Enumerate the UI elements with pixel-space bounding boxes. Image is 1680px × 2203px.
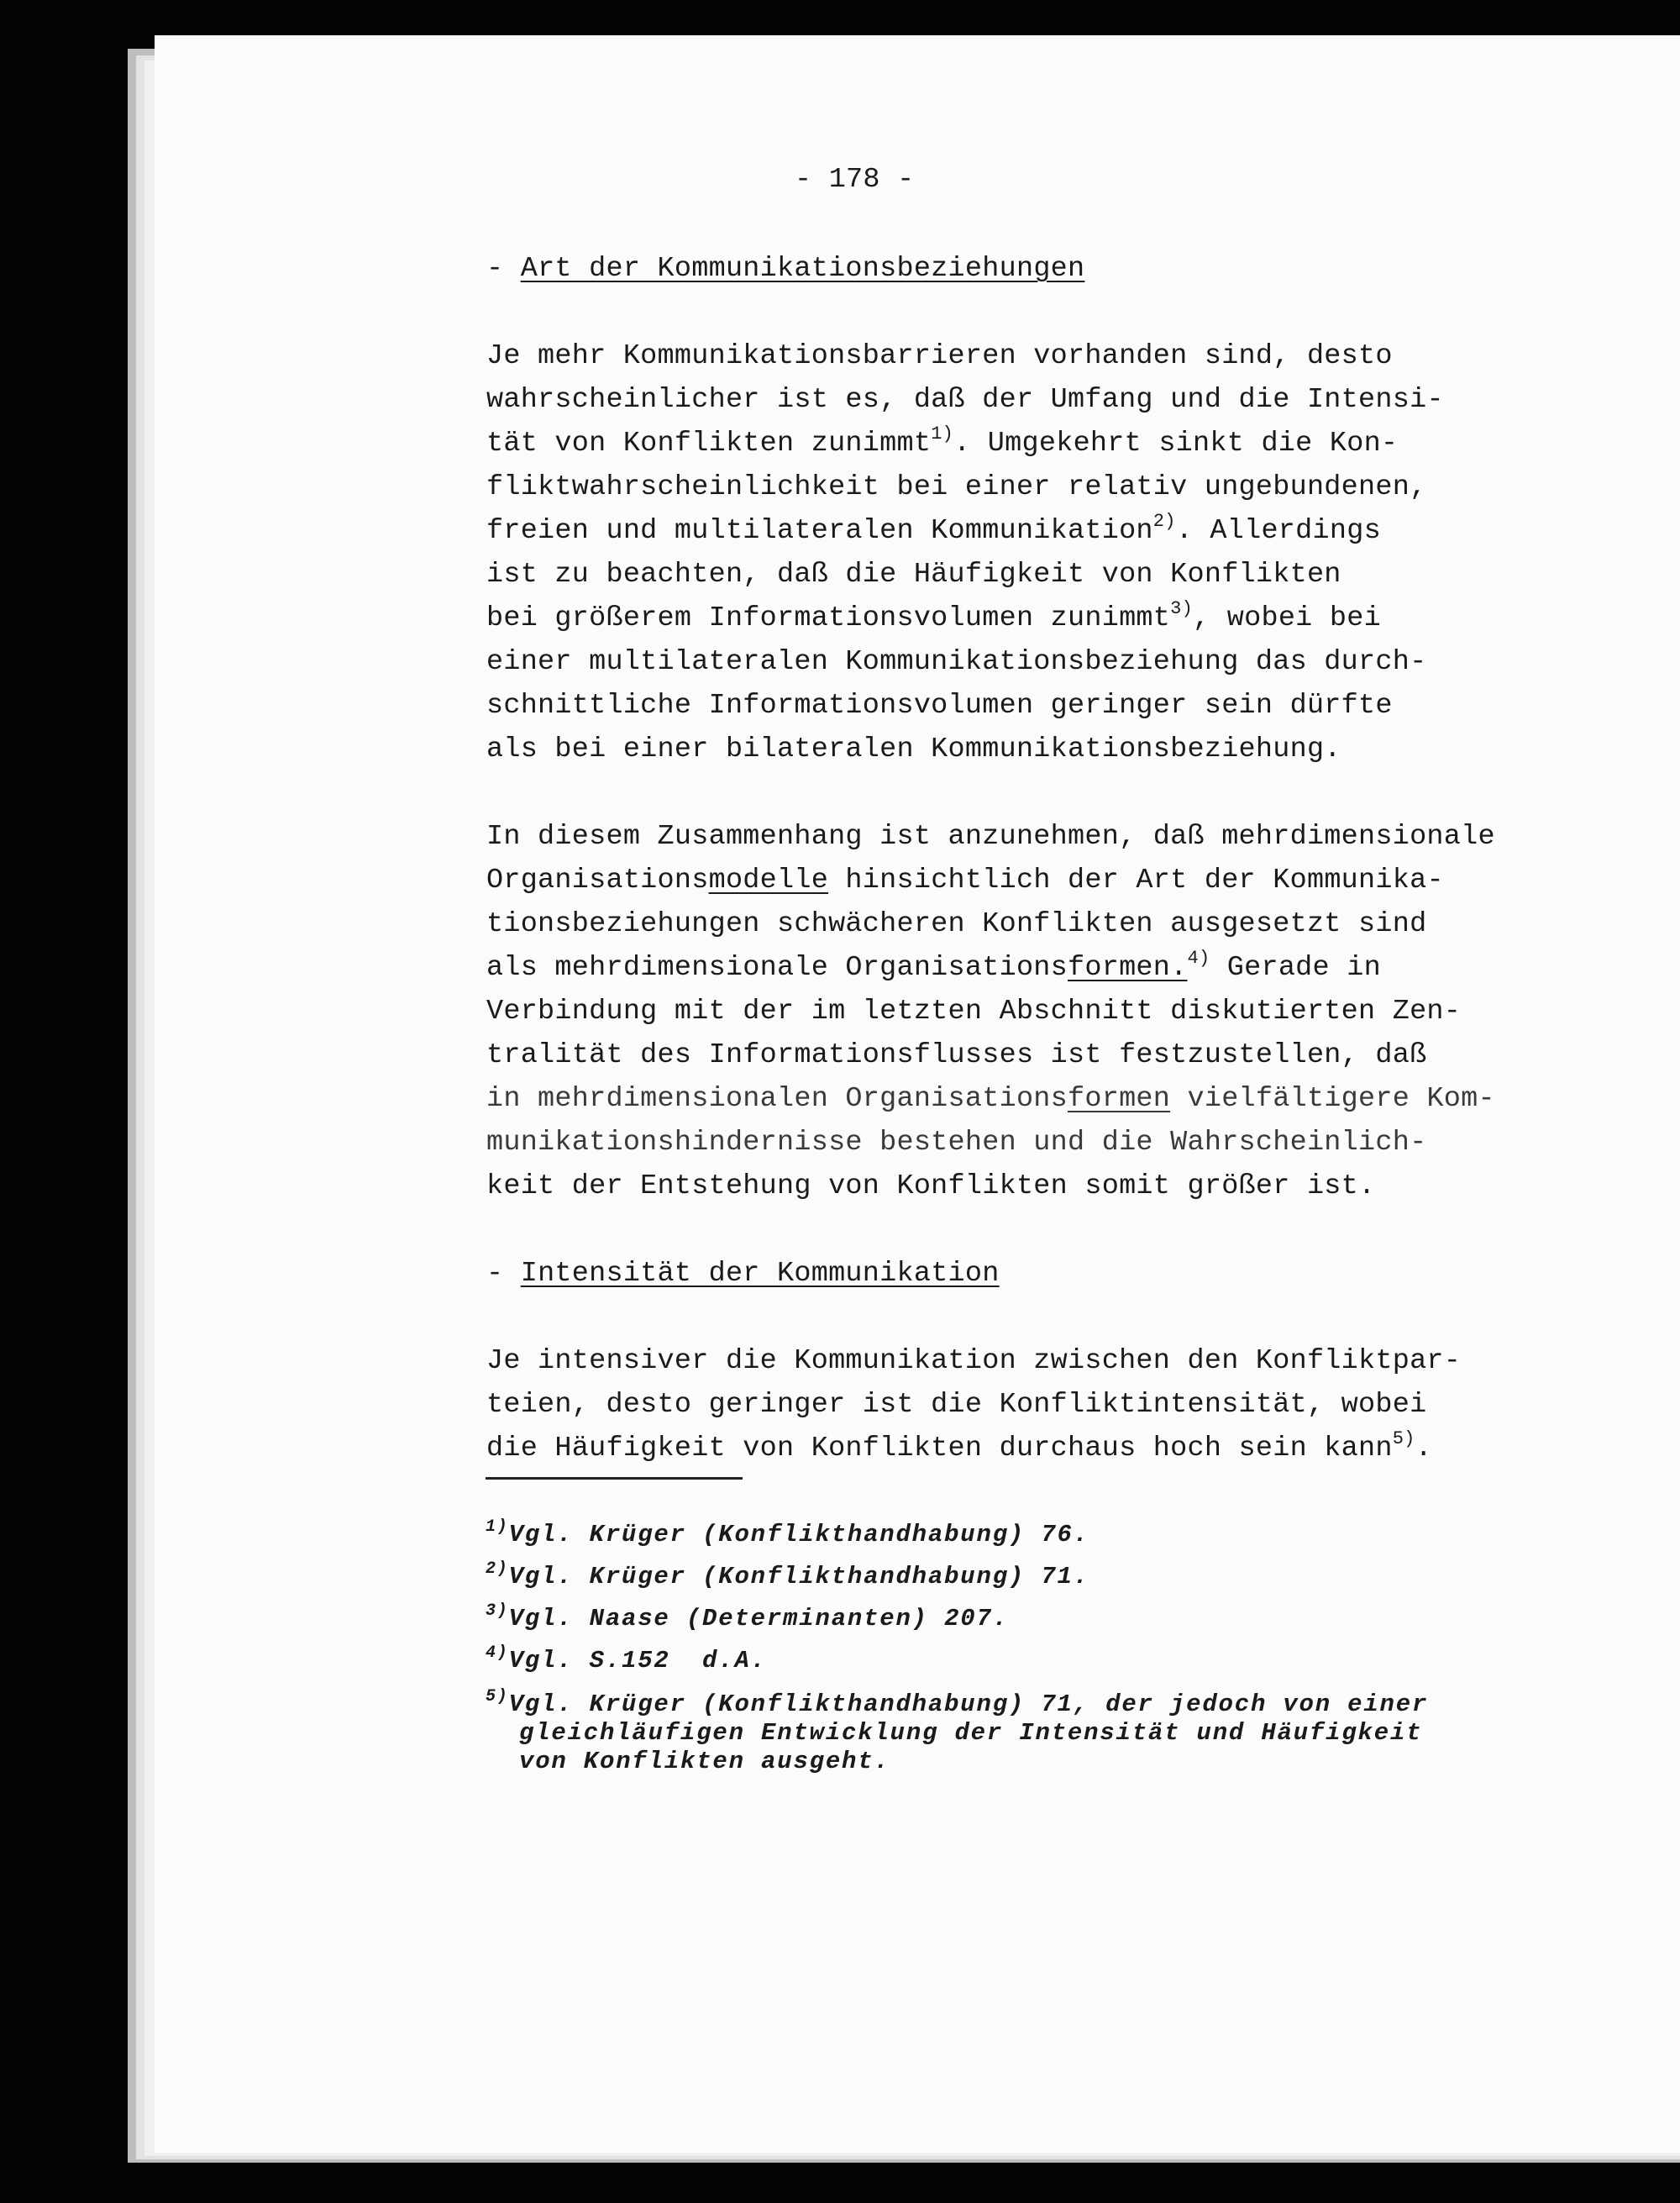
footnote: $^{4)}$Vgl. S.152 d.A. (486, 1643, 767, 1675)
text-line: ist zu beachten, daß die Häufigkeit von Konflikten (486, 559, 1341, 591)
text-line: Organisationsmodelle hinsichtlich der Art der Kommunika- (486, 865, 1444, 896)
heading-text: Intensität der Kommunikation (520, 1258, 1000, 1290)
text-line: munikationshindernisse bestehen und die Wahrscheinlich- (486, 1127, 1427, 1159)
footnote-continuation: von Konflikten ausgeht. (519, 1748, 890, 1775)
heading-dash: - (486, 1258, 521, 1290)
text-line: In diesem Zusammenhang ist anzunehmen, daß mehrdimensionale (486, 821, 1495, 853)
footnote-ref: 3) (1170, 598, 1194, 619)
text-line: schnittliche Informationsvolumen geringer sein dürfte (486, 690, 1393, 722)
page-number: - 178 - (795, 164, 915, 196)
text-line: in mehrdimensionalen Organisationsformen vielfältigere Kom- (486, 1083, 1495, 1115)
text-line: tät von Konflikten zunimmt$^{1)}$. Umgekehrt sinkt die Kon- (486, 423, 1399, 460)
footnote: $^{3)}$Vgl. Naase (Determinanten) 207. (486, 1601, 1009, 1633)
text-line: bei größerem Informationsvolumen zunimmt$^{3)}$, wobei bei (486, 598, 1381, 634)
footnote-mark: 2) (486, 1559, 509, 1579)
footnote-ref: 5) (1392, 1428, 1415, 1449)
heading-dash: - (486, 253, 521, 285)
document-page (155, 35, 1680, 2153)
text-line: einer multilateralen Kommunikationsbeziehung das durch- (486, 646, 1427, 678)
text-line: die Häufigkeit von Konflikten durchaus hoch sein kann$^{5)}$. (486, 1428, 1432, 1464)
text-line: Je mehr Kommunikationsbarrieren vorhanden sind, desto (486, 340, 1393, 372)
text-line: tionsbeziehungen schwächeren Konflikten ausgesetzt sind (486, 908, 1427, 940)
footnote: $^{5)}$Vgl. Krüger (Konflikthandhabung) 71, der jedoch von einer (486, 1687, 1429, 1718)
text-line: fliktwahrscheinlichkeit bei einer relativ ungebundenen, (486, 471, 1427, 503)
footnote: $^{1)}$Vgl. Krüger (Konflikthandhabung) 76. (486, 1517, 1089, 1548)
text-line: wahrscheinlicher ist es, daß der Umfang und die Intensi- (486, 384, 1444, 416)
text-line: Je intensiver die Kommunikation zwischen den Konfliktpar- (486, 1345, 1462, 1377)
footnote-ref: 1) (931, 423, 954, 444)
footnote: $^{2)}$Vgl. Krüger (Konflikthandhabung) 71. (486, 1559, 1089, 1590)
underlined-word: modelle (708, 865, 829, 896)
footnote-ref: 4) (1187, 948, 1210, 969)
underlined-word: formen. (1068, 952, 1188, 984)
footnote-mark: 1) (486, 1517, 509, 1537)
footnote-continuation: gleichläufigen Entwicklung der Intensität und Häufigkeit (519, 1719, 1423, 1747)
section-heading (486, 1257, 1000, 1291)
footnote-ref: 2) (1152, 511, 1176, 532)
heading-text: Art der Kommunikationsbeziehungen (520, 253, 1085, 285)
footnote-mark: 3) (486, 1601, 509, 1621)
underlined-word: formen (1068, 1083, 1171, 1115)
text-line: Verbindung mit der im letzten Abschnitt diskutierten Zen- (486, 996, 1462, 1028)
footnote-mark: 5) (486, 1687, 509, 1706)
text-line: als mehrdimensionale Organisationsformen.$^{4)}$ Gerade in (486, 948, 1381, 984)
text-line: tralität des Informationsflusses ist festzustellen, daß (486, 1039, 1427, 1071)
text-line: teien, desto geringer ist die Konfliktintensität, wobei (486, 1389, 1427, 1421)
text-line: als bei einer bilateralen Kommunikationsbeziehung. (486, 733, 1341, 765)
footnote-divider (486, 1477, 743, 1480)
section-heading (486, 252, 1084, 286)
text-line: keit der Entstehung von Konflikten somit größer ist. (486, 1170, 1376, 1202)
text-line: freien und multilateralen Kommunikation$^{2)}$. Allerdings (486, 511, 1381, 547)
footnote-mark: 4) (486, 1643, 509, 1663)
